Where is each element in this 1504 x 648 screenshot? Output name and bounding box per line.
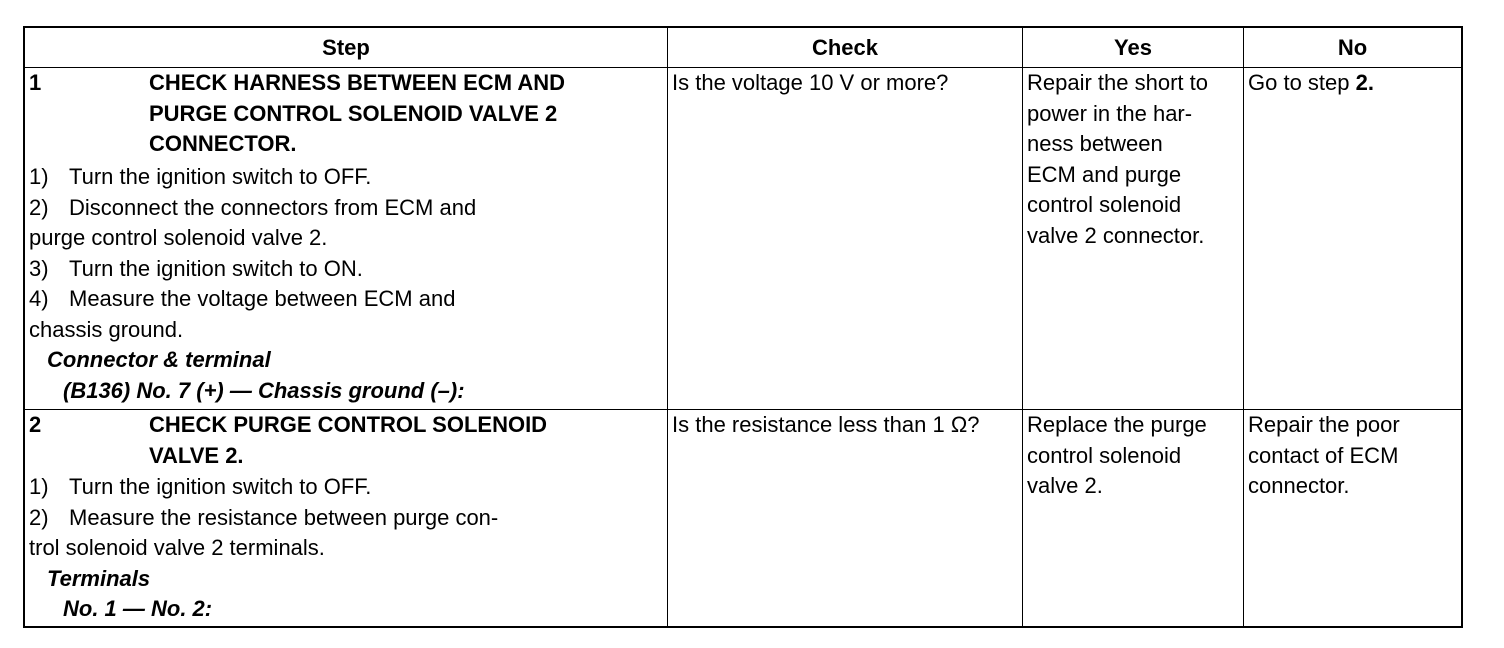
header-step: Step: [25, 28, 668, 68]
row1-yes-line5: control solenoid: [1027, 192, 1182, 217]
header-no: No: [1244, 28, 1461, 68]
row2-step-content: [149, 410, 663, 472]
row1-step-cell: [25, 68, 668, 410]
row2-proc1-text: Turn the ignition switch to OFF.: [69, 474, 372, 500]
row2-spec-value: No. 1 — No. 2:: [63, 596, 213, 622]
row1-no-step-ref: 2: [1355, 70, 1368, 95]
row2-proc2-cont: trol solenoid valve 2 terminals.: [29, 535, 325, 561]
row1-yes: [1023, 68, 1244, 410]
row2-no-line1: Repair the poor: [1248, 412, 1400, 437]
row1-proc3-text: Turn the ignition switch to ON.: [69, 255, 363, 281]
row1-proc4: [29, 284, 663, 315]
row2-yes-line3: valve 2.: [1027, 473, 1103, 498]
row2-no-line3: connector.: [1248, 473, 1350, 498]
row1-proc1-num: 1): [29, 164, 49, 190]
row2-proc2-text: Measure the resistance between purge con-: [69, 504, 499, 530]
row1-spec-label: Connector & terminal: [47, 347, 271, 373]
row2-spec-label: Terminals: [47, 565, 151, 591]
row2-step-number: 2: [29, 412, 42, 437]
row1-title-line3: CONNECTOR.: [149, 131, 297, 156]
row1-proc3-num: 3): [29, 255, 49, 281]
row1-check: Is the voltage 10 V or more?: [668, 68, 1023, 410]
row1-yes-line2: power in the har-: [1027, 100, 1193, 126]
diagnostic-table: [23, 26, 1463, 628]
row2-yes-line1: Replace the purge: [1027, 412, 1207, 437]
row1-proc3: [29, 254, 663, 285]
row1-proc2-num: 2): [29, 194, 49, 220]
row1-proc4-cont: chassis ground.: [29, 316, 184, 342]
header-yes: Yes: [1023, 28, 1244, 68]
row1-proc2: [29, 193, 663, 224]
row1-proc4-num: 4): [29, 286, 49, 312]
row1-no: [1244, 68, 1461, 410]
row2-proc2: [29, 503, 663, 534]
row2-proc1-num: 1): [29, 474, 49, 500]
row1-proc2-cont: purge control solenoid valve 2.: [29, 225, 328, 251]
row2-step-cell: [25, 410, 668, 626]
row2-proc2-num: 2): [29, 504, 49, 530]
row1-procedure: [29, 162, 663, 409]
row2-proc1: [29, 472, 663, 503]
row2-yes-line2: control solenoid: [1027, 442, 1182, 468]
row1-yes-line3: ness between: [1027, 131, 1163, 156]
row2-yes: [1023, 410, 1244, 626]
row1-step-number: 1: [29, 70, 42, 95]
row1-step-content: [149, 68, 663, 162]
row1-no-suffix: .: [1367, 70, 1374, 95]
row1-no-prefix: Go to step: [1248, 70, 1356, 95]
header-check: Check: [668, 28, 1023, 68]
row2-procedure: [29, 472, 663, 626]
row2-no-line2: contact of ECM: [1248, 442, 1399, 468]
row2-title-line1: CHECK PURGE CONTROL SOLENOID: [149, 412, 548, 437]
row1-proc1-text: Turn the ignition switch to OFF.: [69, 164, 372, 190]
row1-yes-line6: valve 2 connector.: [1027, 222, 1205, 248]
row2-title-line2: VALVE 2.: [149, 442, 244, 468]
row2-check: Is the resistance less than 1 Ω?: [668, 410, 1023, 626]
row1-yes-line1: Repair the short to: [1027, 70, 1208, 95]
row1-proc4-text: Measure the voltage between ECM and: [69, 286, 456, 312]
row1-proc1: [29, 162, 663, 193]
row1-proc2-text: Disconnect the connectors from ECM and: [69, 194, 477, 220]
row2-no: [1244, 410, 1461, 626]
row1-title-line1: CHECK HARNESS BETWEEN ECM AND: [149, 70, 565, 95]
row1-spec-value: (B136) No. 7 (+) — Chassis ground (–):: [63, 377, 465, 403]
row1-yes-line4: ECM and purge: [1027, 161, 1182, 187]
row1-title-line2: PURGE CONTROL SOLENOID VALVE 2: [149, 100, 558, 126]
